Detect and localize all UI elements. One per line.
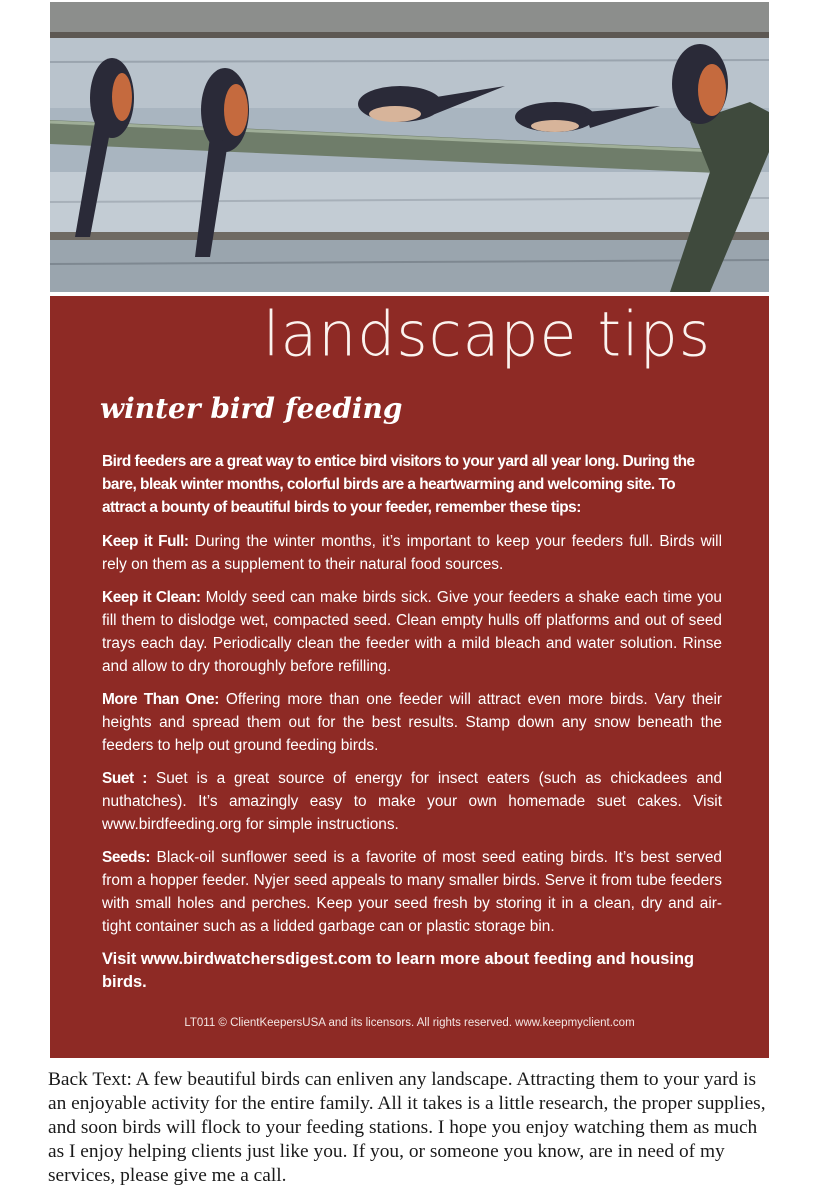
back-text: Back Text: A few beautiful birds can enliven any landscape. Attracting them to your yard is an enjoyable activity for the entire family. All it takes is a little research, the proper supplies, and soon birds will flock to your feeding stations. I hope you enjoy watching them as much as I enjoy helping clients just like you. If you, or someone you know, are in need of my services, please give me a call. [48,1069,766,1186]
intro-paragraph: Bird feeders are a great way to entice bird visitors to your yard all year long. During the bare, bleak winter months, colorful birds are a heartwarming and welcoming site. To attract a bounty of beautiful birds to your feeder, remember these tips: [102,453,695,516]
tip-suet [102,767,722,836]
tip-seeds [102,846,722,938]
tip-text: Black-oil sunflower seed is a favorite of most seed eating birds. It’s best served from a hopper feeder. Nyjer seed appeals to many smaller birds. Serve it from tube feeders with small holes and perches. Keep your seed fresh by storing it in a clean, dry and air-tight container such as a lidded garbage can or plastic storage bin. [102,849,722,935]
tip-label: More Than One: [102,691,219,708]
tip-keep-clean [102,586,722,678]
tip-keep-full [102,530,722,576]
tip-label: Keep it Full: [102,533,189,550]
birds-photo [50,2,769,292]
tip-text: Suet is a great source of energy for insect eaters (such as chickadees and nuthatches). It’s amazingly easy to make your own homemade suet cakes. Visit www.birdfeeding.org for simple instructions. [102,770,723,833]
birds-photo-icon [50,2,769,292]
tip-label: Seeds: [102,849,151,866]
tip-text: Offering more than one feeder will attract even more birds. Vary their heights and spread them out for the best results. Stamp down any snow beneath the feeders to help out ground feeding birds. [102,691,723,754]
section-subtitle: winter bird feeding [100,392,403,425]
tip-text: Moldy seed can make birds sick. Give your feeders a shake each time you fill them to dislodge wet, compacted seed. Clean empty hulls off platforms and out of seed trays each day. Periodically clean the feeder with a mild bleach and water solution. Rinse and allow to dry thoroughly before refilling. [102,589,722,675]
tips-body [102,450,722,994]
copyright-footer: LT011 © ClientKeepersUSA and its licensors. All rights reserved. www.keepmyclient.com [184,1017,635,1029]
visit-link-text: Visit www.birdwatchersdigest.com to learn more about feeding and housing birds. [102,950,694,991]
tip-label: Keep it Clean: [102,589,201,606]
tip-more-than-one [102,688,722,757]
tip-text: During the winter months, it’s important to keep your feeders full. Birds will rely on them as a supplement to their natural food sources. [102,533,722,573]
tips-panel [50,296,769,1058]
page-title: landscape tips [262,298,711,372]
tip-label: Suet : [102,770,148,787]
